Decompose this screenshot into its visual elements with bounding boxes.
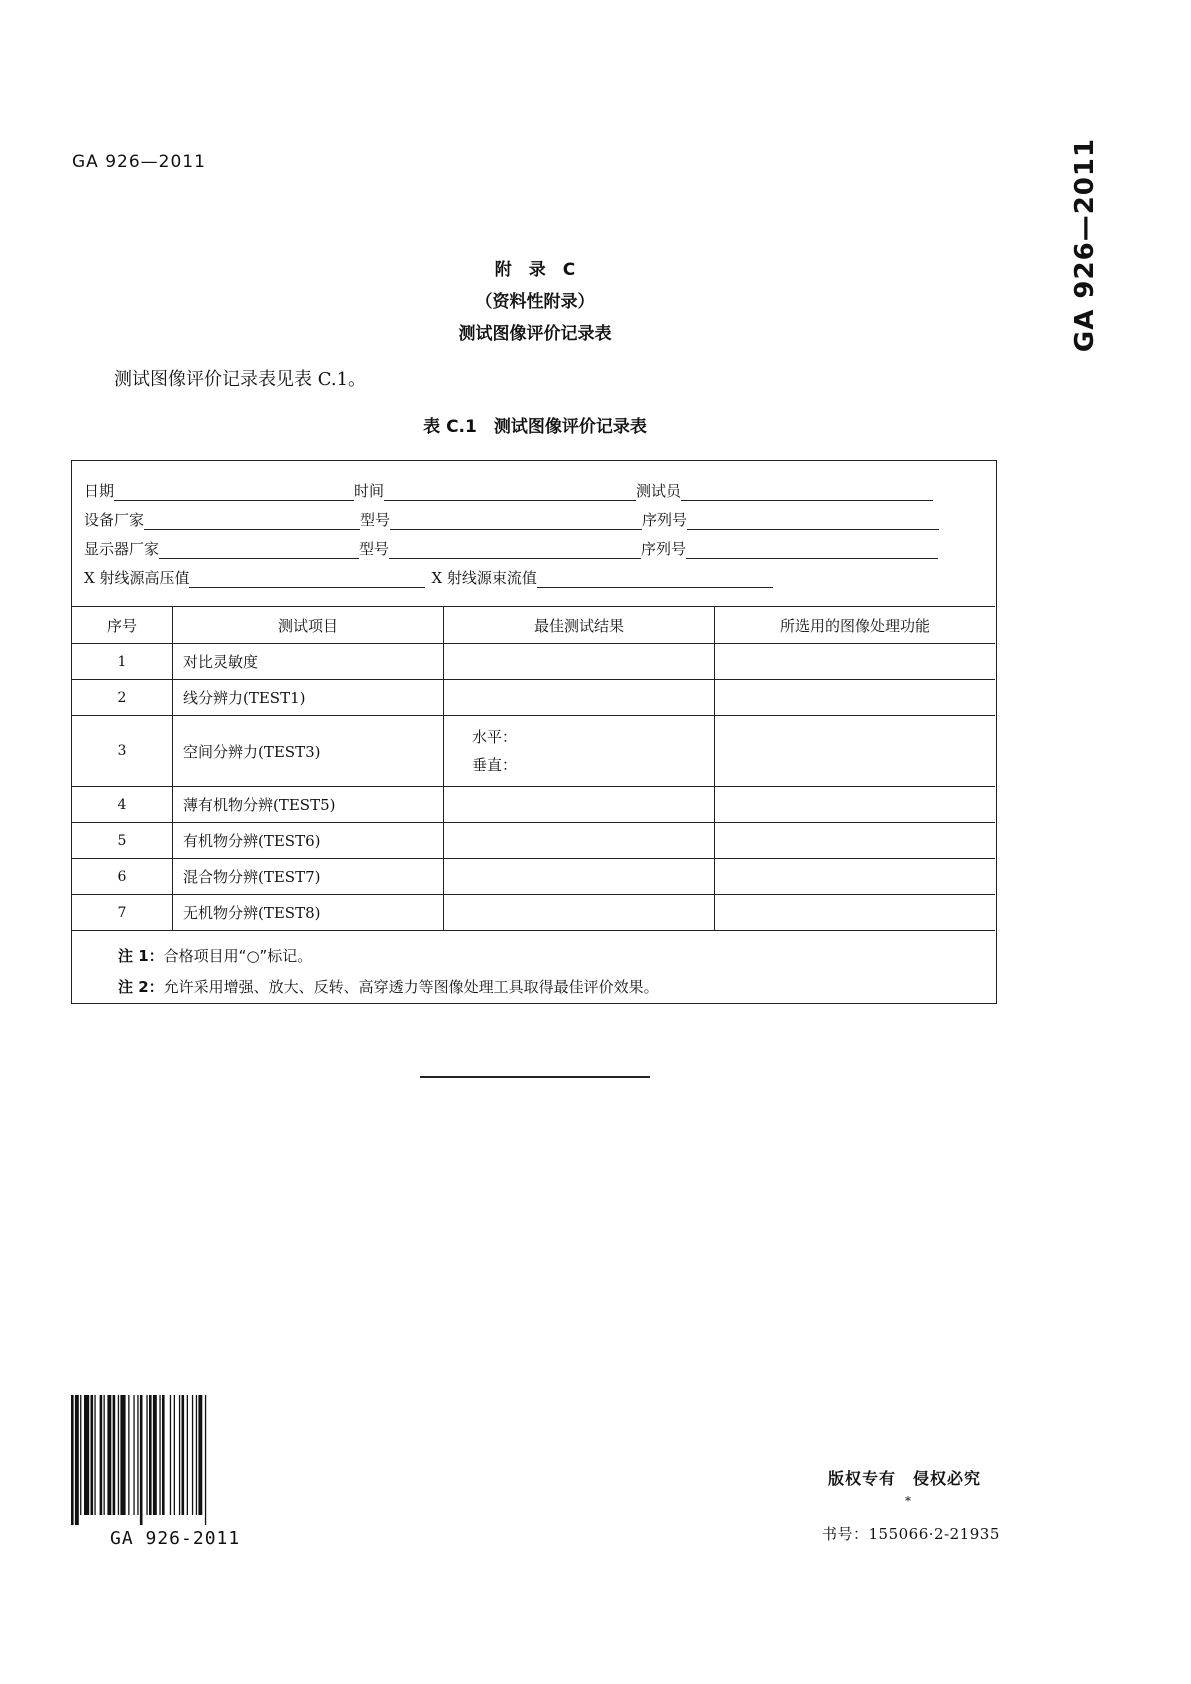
appendix-subtitle: （资料性附录） xyxy=(475,292,595,312)
barcode-bar xyxy=(140,1395,143,1525)
header-item: 测试项目 xyxy=(173,607,444,644)
barcode-bar xyxy=(174,1395,175,1515)
barcode-bar xyxy=(179,1395,180,1515)
barcode-bar xyxy=(75,1395,79,1525)
form-row-3 xyxy=(84,537,938,559)
note-2-text: 允许采用增强、放大、反转、高穿透力等图像处理工具取得最佳评价效果。 xyxy=(163,978,659,996)
barcode-bar xyxy=(84,1395,89,1515)
result-horizontal-label: 水平： xyxy=(472,728,518,746)
serial-field-2[interactable] xyxy=(686,542,938,559)
row-item: 混合物分辨(TEST7) xyxy=(173,859,444,895)
book-number: 书号：155066·2-21935 xyxy=(822,1525,1000,1543)
row-function-cell[interactable] xyxy=(715,787,996,823)
model-field-2[interactable] xyxy=(389,542,641,559)
barcode-bar xyxy=(198,1395,202,1515)
row-item: 薄有机物分辨(TEST5) xyxy=(173,787,444,823)
barcode-bar xyxy=(170,1395,171,1515)
barcode-bar xyxy=(162,1395,165,1515)
row-function-cell[interactable] xyxy=(715,716,996,787)
table-row xyxy=(72,895,995,931)
barcode-bar xyxy=(100,1395,103,1515)
serial-label: 序列号 xyxy=(642,511,688,529)
barcode-bar xyxy=(128,1395,129,1515)
record-form xyxy=(71,460,997,1004)
barcode-bar xyxy=(94,1395,95,1515)
barcode-bar xyxy=(137,1395,138,1515)
time-field[interactable] xyxy=(384,484,636,501)
barcode-bar xyxy=(120,1395,125,1515)
row-item: 有机物分辨(TEST6) xyxy=(173,823,444,859)
model-label-2: 型号 xyxy=(359,540,390,558)
date-label: 日期 xyxy=(84,482,115,500)
row-function-cell[interactable] xyxy=(715,823,996,859)
note-1-label: 注 1： xyxy=(118,947,164,965)
device-maker-field[interactable] xyxy=(144,513,360,530)
note-1-text: 合格项目用“○”标记。 xyxy=(163,947,313,965)
end-rule xyxy=(420,1076,650,1078)
table-row xyxy=(72,644,995,680)
form-row-2 xyxy=(84,508,939,530)
row-result-cell[interactable] xyxy=(444,644,715,680)
xray-current-field[interactable] xyxy=(537,571,773,588)
serial-field[interactable] xyxy=(687,513,939,530)
row-result-cell[interactable] xyxy=(444,680,715,716)
row-no: 6 xyxy=(72,859,173,895)
tester-field[interactable] xyxy=(681,484,933,501)
row-function-cell[interactable] xyxy=(715,680,996,716)
row-item: 无机物分辨(TEST8) xyxy=(173,895,444,931)
table-row xyxy=(72,787,995,823)
table-notes xyxy=(118,941,659,1003)
time-label: 时间 xyxy=(354,482,385,500)
barcode-image xyxy=(71,1395,296,1525)
appendix-name: 测试图像评价记录表 xyxy=(458,324,612,344)
side-standard-code: GA 926—2011 xyxy=(1070,137,1100,353)
xray-current-label: X 射线源束流值 xyxy=(431,569,537,587)
barcode-bar xyxy=(133,1395,134,1515)
row-result-cell[interactable] xyxy=(444,823,715,859)
table-row xyxy=(72,823,995,859)
header-function: 所选用的图像处理功能 xyxy=(715,607,996,644)
form-row-1 xyxy=(84,479,933,501)
device-maker-label: 设备厂家 xyxy=(84,511,145,529)
display-maker-field[interactable] xyxy=(159,542,359,559)
intro-text: 测试图像评价记录表见表 C.1。 xyxy=(114,369,367,390)
header-no: 序号 xyxy=(72,607,173,644)
table-caption: 表 C.1 测试图像评价记录表 xyxy=(423,417,647,437)
tester-label: 测试员 xyxy=(636,482,682,500)
row-no: 7 xyxy=(72,895,173,931)
copyright-notice: 版权专有 侵权必究 xyxy=(828,1469,982,1488)
row-function-cell[interactable] xyxy=(715,859,996,895)
barcode-bar xyxy=(107,1395,111,1515)
barcode-bar xyxy=(153,1395,157,1515)
row-no: 3 xyxy=(72,716,173,787)
row-item: 对比灵敏度 xyxy=(173,644,444,680)
barcode-text: GA 926-2011 xyxy=(110,1528,241,1549)
model-label: 型号 xyxy=(360,511,391,529)
xray-voltage-label: X 射线源高压值 xyxy=(84,569,190,587)
row-result-cell[interactable] xyxy=(444,895,715,931)
row-no: 1 xyxy=(72,644,173,680)
row-no: 5 xyxy=(72,823,173,859)
appendix-title: 附 录 C xyxy=(494,260,576,280)
header-result: 最佳测试结果 xyxy=(444,607,715,644)
table-row xyxy=(72,716,995,787)
barcode-bar xyxy=(104,1395,105,1515)
row-item: 空间分辨力(TEST3) xyxy=(173,716,444,787)
header-standard-code: GA 926—2011 xyxy=(72,152,206,172)
star-mark: * xyxy=(905,1494,911,1508)
row-function-cell[interactable] xyxy=(715,644,996,680)
barcode-bar xyxy=(187,1395,188,1515)
display-maker-label: 显示器厂家 xyxy=(84,540,160,558)
note-2 xyxy=(118,972,659,1003)
note-2-label: 注 2： xyxy=(118,978,164,996)
row-result-cell[interactable] xyxy=(444,716,715,787)
barcode-bar xyxy=(146,1395,147,1515)
date-field[interactable] xyxy=(114,484,354,501)
row-result-cell[interactable] xyxy=(444,859,715,895)
row-function-cell[interactable] xyxy=(715,895,996,931)
result-vertical-label: 垂直： xyxy=(472,756,518,774)
barcode-bar xyxy=(182,1395,185,1515)
note-1 xyxy=(118,941,659,972)
barcode-bar xyxy=(192,1395,193,1515)
barcode-bar xyxy=(118,1395,119,1515)
table-header-row xyxy=(72,607,995,644)
barcode-bar xyxy=(80,1395,81,1515)
row-result-cell[interactable] xyxy=(444,787,715,823)
barcode-bar xyxy=(196,1395,197,1515)
model-field[interactable] xyxy=(390,513,642,530)
barcode-bar xyxy=(71,1395,74,1525)
row-no: 2 xyxy=(72,680,173,716)
serial-label-2: 序列号 xyxy=(641,540,687,558)
table-row xyxy=(72,859,995,895)
table-row xyxy=(72,680,995,716)
form-row-4 xyxy=(84,566,773,588)
barcode-bar xyxy=(159,1395,160,1515)
xray-voltage-field[interactable] xyxy=(189,571,425,588)
barcode-bar xyxy=(91,1395,94,1515)
barcode-bar xyxy=(149,1395,152,1515)
evaluation-table xyxy=(72,606,995,931)
row-item: 线分辨力(TEST1) xyxy=(173,680,444,716)
barcode-bar xyxy=(113,1395,116,1515)
barcode-bar xyxy=(205,1395,206,1525)
row-no: 4 xyxy=(72,787,173,823)
